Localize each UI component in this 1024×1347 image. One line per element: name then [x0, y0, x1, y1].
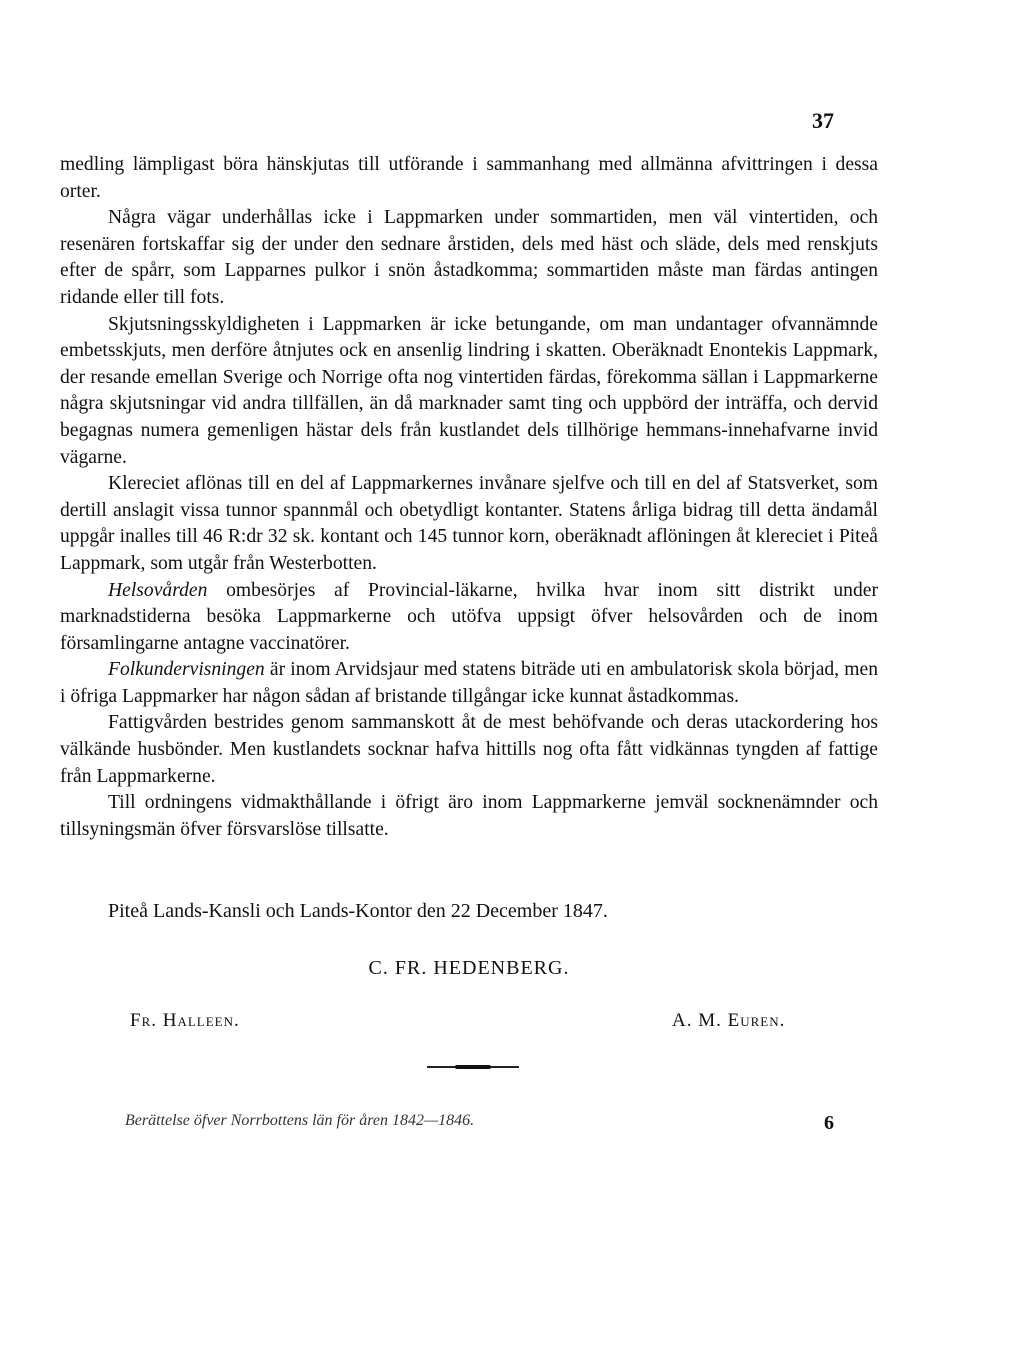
term-education: Folkundervisningen: [108, 659, 265, 681]
footer-signature-mark: 6: [824, 1112, 834, 1134]
paragraph-healthcare: [60, 578, 878, 658]
body-text: [60, 152, 878, 843]
decorative-rule: [427, 1066, 519, 1068]
paragraph-education: [60, 657, 878, 710]
paragraph-transport-duty: Skjutsningsskyldigheten i Lappmarken är icke betungande, om man undantager ofvannämnde embetsskjuts, men derföre åtnjutes ock en ansenlig lindring i skatten. Oberäknadt Enontekis Lappmark, der resande emellan Sverige och Norrige ofta nog vintertiden färdas, förekomma sällan i Lappmarkerne några skjutsningar vid andra tillfällen, än då marknader samt ting och uppbörd der inträffa, och dervid begagnas numera gemenligen hästar dels från kustlandet dels tillhörige hemmans-innehafvarne invid vägarne.: [60, 313, 878, 468]
signature-right: A. M. Euren.: [672, 1010, 786, 1031]
term-healthcare: Helsovården: [108, 579, 208, 601]
paragraph-roads: Några vägar underhållas icke i Lappmarken under sommartiden, men väl vintertiden, och resenären fortskaffar sig der under den sednare årstiden, dels med häst och släde, dels med renskjuts efter de spårr, som Lapparnes pulkor i snön åstadkomma; sommartiden måste man färdas antingen ridande eller till fots.: [60, 207, 878, 308]
paragraph-clergy: Klereciet aflönas till en del af Lappmarkernes invånare sjelfve och till en del af Statsverket, som dertill anslagit vissa tunnor spannmål och obetydligt kontanter. Statens årliga bidrag till detta ändamål uppgår inalles till 46 R:dr 32 sk. kontant och 145 tunnor korn, oberäknadt aflöningen åt klereciet i Piteå Lappmark, som utgår från Westerbotten.: [60, 473, 878, 574]
footer-title: Berättelse öfver Norrbottens län för åren 1842—1846.: [125, 1112, 475, 1129]
paragraph-order: Till ordningens vidmakthållande i öfrigt äro inom Lappmarkerne jemväl socknenämnder och tillsyningsmän öfver försvarslöse tillsatte.: [60, 792, 878, 840]
paragraph-continuation: medling lämpligast böra hänskjutas till utförande i sammanhang med allmänna afvittringen i dessa orter.: [60, 154, 878, 202]
dateline: Piteå Lands-Kansli och Lands-Kontor den 22 December 1847.: [108, 900, 608, 922]
paragraph-healthcare-text: ombesörjes af Provincial-läkarne, hvilka hvar inom sitt distrikt under marknadstiderna besöka Lappmarkerne och utöfva uppsigt öfver helsovården och de inom församlingarne antagne vaccinatörer.: [60, 579, 878, 654]
paragraph-education-text: är inom Arvidsjaur med statens biträde uti en ambulatorisk skola börjad, men i öfriga Lappmarker har någon sådan af bristande tillgångar icke kunnat åstadkommas.: [60, 659, 878, 707]
signature-main: C. FR. HEDENBERG.: [368, 957, 570, 979]
signature-left: Fr. Halleen.: [130, 1010, 240, 1031]
page-number: 37: [812, 108, 834, 133]
paragraph-poor-relief: Fattigvården bestrides genom sammanskott åt de mest behöfvande och deras utackordering hos välkände husbönder. Men kustlandets socknar hafva hittills nog ofta fått vidkännas tyngden af fattige från Lappmarkerne.: [60, 712, 878, 787]
